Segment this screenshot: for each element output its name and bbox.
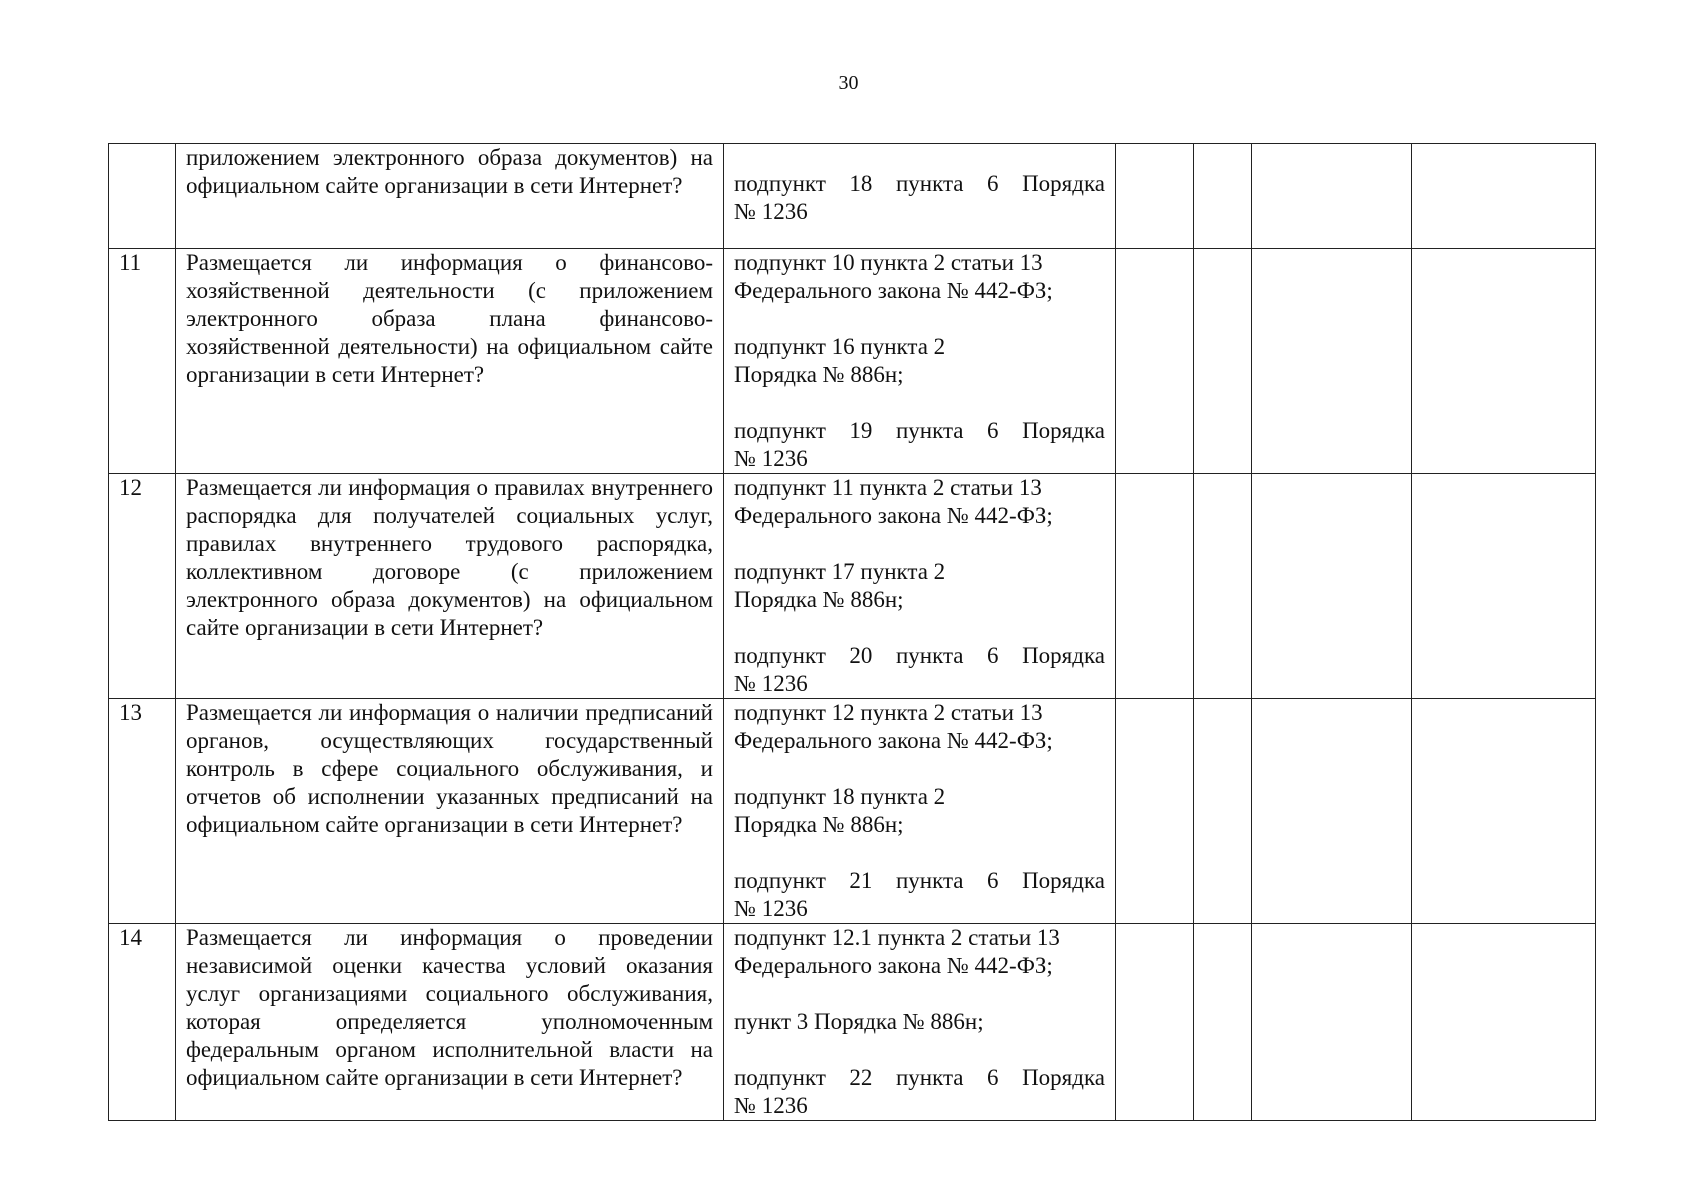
empty-cell-2 (1194, 144, 1252, 249)
legal-basis-line: подпункт 19 пункта 6 Порядка (734, 418, 1105, 443)
legal-basis-cell (724, 144, 1116, 249)
legal-basis-line: Федерального закона № 442-ФЗ; (734, 278, 1053, 303)
legal-basis-line: пункт 3 Порядка № 886н; (734, 1009, 984, 1034)
legal-basis-line: Порядка № 886н; (734, 587, 904, 612)
page-number: 30 (838, 72, 859, 94)
legal-basis-line: подпункт 12 пункта 2 статьи 13 (734, 700, 1043, 725)
empty-cell-2 (1194, 249, 1252, 474)
question-cell: Размещается ли информация о финансово-хозяйственной деятельности (с приложением электронного образа плана финансово-хозяйственной деятельности) на официальном сайте организации в сети Интернет? (176, 249, 724, 474)
legal-basis-line: подпункт 18 пункта 2 (734, 784, 946, 809)
legal-basis-line: подпункт 11 пункта 2 статьи 13 (734, 475, 1042, 500)
legal-basis-line: Федерального закона № 442-ФЗ; (734, 728, 1053, 753)
legal-basis-line: подпункт 21 пункта 6 Порядка (734, 868, 1105, 893)
empty-cell-3 (1252, 474, 1412, 699)
legal-basis-cell (724, 474, 1116, 699)
row-number-cell: 11 (109, 249, 176, 474)
legal-basis-line: № 1236 (734, 671, 808, 696)
empty-cell-3 (1252, 699, 1412, 924)
legal-basis-line: подпункт 20 пункта 6 Порядка (734, 643, 1105, 668)
legal-basis-line: Порядка № 886н; (734, 362, 904, 387)
legal-basis-line: № 1236 (734, 896, 808, 921)
legal-basis-line: подпункт 17 пункта 2 (734, 559, 946, 584)
empty-cell-3 (1252, 924, 1412, 1121)
table-row (109, 249, 1596, 474)
table-row (109, 699, 1596, 924)
question-cell: Размещается ли информация о проведении независимой оценки качества условий оказания услуг организациями социального обслуживания, которая определяется уполномоченным федеральным органом исполнительной власти на официальном сайте организации в сети Интернет? (176, 924, 724, 1121)
empty-cell-2 (1194, 474, 1252, 699)
empty-cell-4 (1412, 474, 1596, 699)
empty-cell-1 (1116, 474, 1194, 699)
empty-cell-2 (1194, 924, 1252, 1121)
row-number-cell: 14 (109, 924, 176, 1121)
empty-cell-4 (1412, 144, 1596, 249)
legal-basis-cell (724, 249, 1116, 474)
legal-basis-line: подпункт 22 пункта 6 Порядка (734, 1065, 1105, 1090)
legal-basis-line: подпункт 16 пункта 2 (734, 334, 946, 359)
row-number-cell: 13 (109, 699, 176, 924)
legal-basis-line: № 1236 (734, 446, 808, 471)
legal-basis-line: Федерального закона № 442-ФЗ; (734, 503, 1053, 528)
question-cell: Размещается ли информация о правилах внутреннего распорядка для получателей социальных услуг, правилах внутреннего трудового распорядка, коллективном договоре (с приложением электронного образа документов) на официальном сайте организации в сети Интернет? (176, 474, 724, 699)
empty-cell-4 (1412, 249, 1596, 474)
legal-basis-cell (724, 699, 1116, 924)
empty-cell-1 (1116, 144, 1194, 249)
question-cell: приложением электронного образа документов) на официальном сайте организации в сети Интернет? (176, 144, 724, 249)
row-number-cell (109, 144, 176, 249)
legal-basis-line: № 1236 (734, 1093, 808, 1118)
checklist-table (108, 143, 1596, 1121)
legal-basis-line: подпункт 12.1 пункта 2 статьи 13 (734, 925, 1060, 950)
legal-basis-line: подпункт 18 пункта 6 Порядка (734, 171, 1105, 196)
empty-cell-4 (1412, 924, 1596, 1121)
empty-cell-3 (1252, 249, 1412, 474)
empty-cell-3 (1252, 144, 1412, 249)
empty-cell-1 (1116, 924, 1194, 1121)
legal-basis-cell (724, 924, 1116, 1121)
empty-cell-2 (1194, 699, 1252, 924)
table-row (109, 924, 1596, 1121)
table-row (109, 144, 1596, 249)
table-row (109, 474, 1596, 699)
empty-cell-1 (1116, 699, 1194, 924)
legal-basis-line: Федерального закона № 442-ФЗ; (734, 953, 1053, 978)
row-number-cell: 12 (109, 474, 176, 699)
legal-basis-line: подпункт 10 пункта 2 статьи 13 (734, 250, 1043, 275)
empty-cell-1 (1116, 249, 1194, 474)
legal-basis-line: № 1236 (734, 199, 808, 224)
question-cell: Размещается ли информация о наличии предписаний органов, осуществляющих государственный контроль в сфере социального обслуживания, и отчетов об исполнении указанных предписаний на официальном сайте организации в сети Интернет? (176, 699, 724, 924)
legal-basis-line: Порядка № 886н; (734, 812, 904, 837)
empty-cell-4 (1412, 699, 1596, 924)
